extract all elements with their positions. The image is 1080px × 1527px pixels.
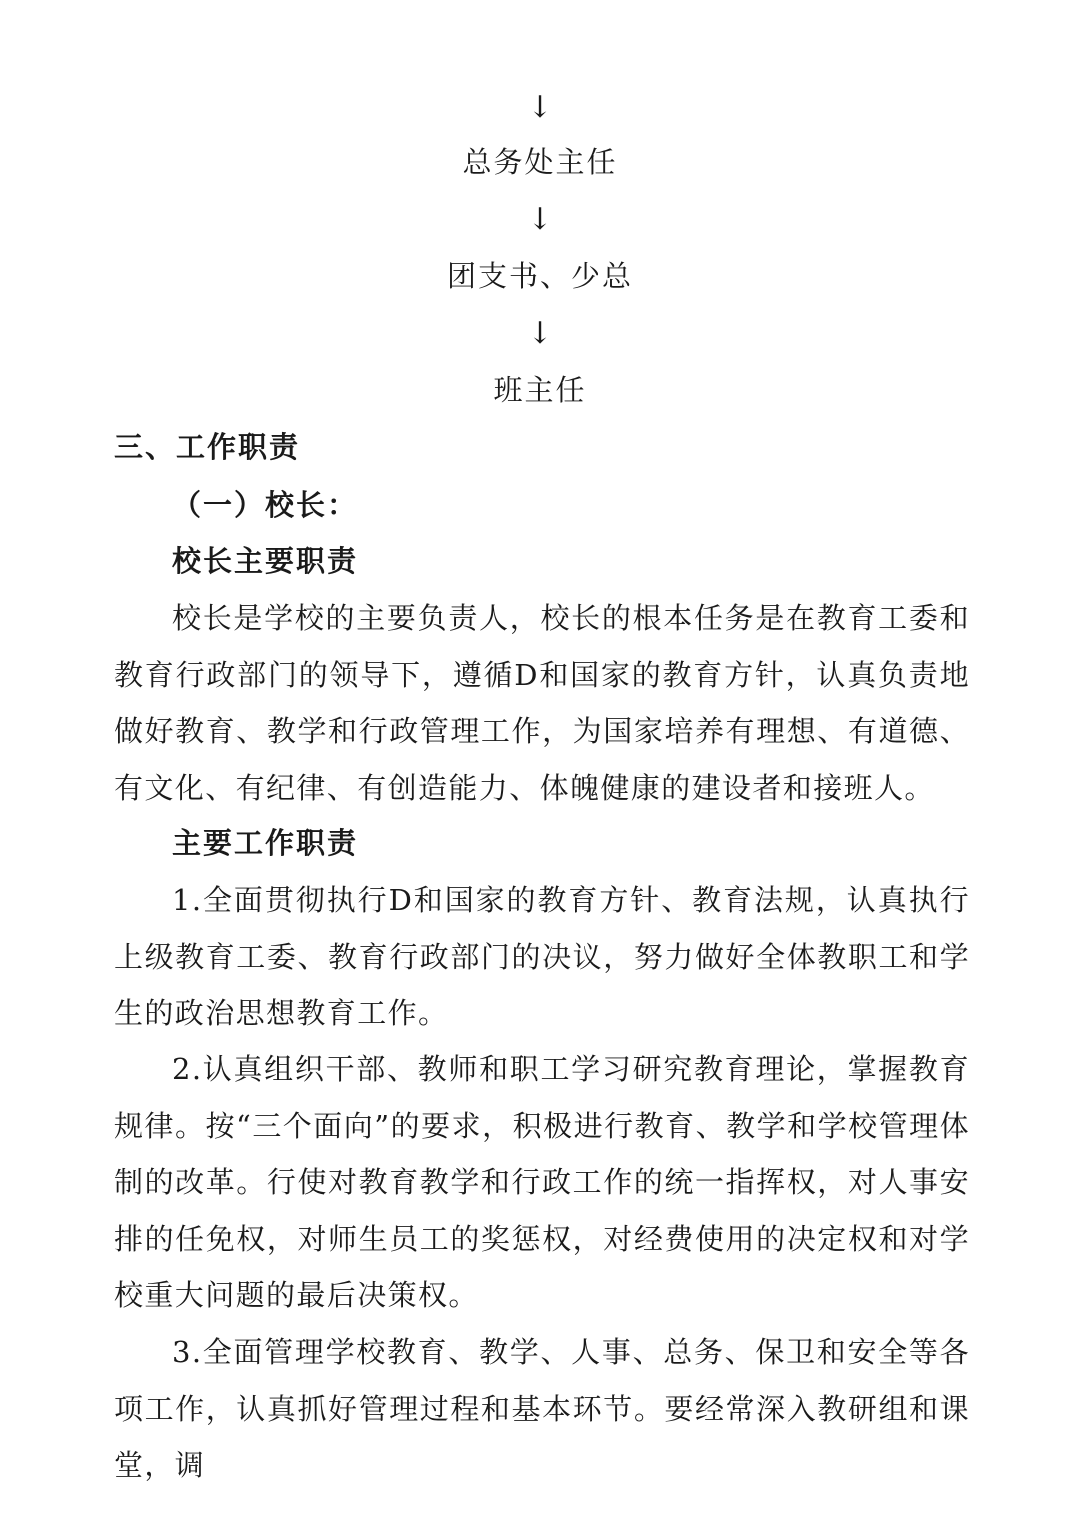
subsection-title: （一）校长： [172,488,359,522]
principal-duties-heading: 校长主要职责 [172,544,359,578]
duty-item-2: 2.认真组织干部、教师和职工学习研究教育理论，掌握教育规律。按“三个面向”的要求，积极进行教育、教学和学校管理体制的改革。行使对教育教学和行政工作的统一指挥权，对人事安排的任免权，对师生员工的奖惩权，对经费使用的决定权和对学校重大问题的最后决策权。 [114,1052,970,1312]
chart-node-league-secretary: 团支书、少总 [446,259,633,293]
down-arrow-icon: ↓ [527,202,553,237]
chart-node-general-affairs-director: 总务处主任 [462,145,618,179]
chart-node-class-teacher: 班主任 [493,373,587,407]
principal-duties-paragraph: 校长是学校的主要负责人，校长的根本任务是在教育工委和教育行政部门的领导下，遵循D和国家的教育方针，认真负责地做好教育、教学和行政管理工作，为国家培养有理想、有道德、有文化、有纪律、有创造能力、体魄健康的建设者和接班人。 [114,601,970,805]
main-duties-heading: 主要工作职责 [172,826,359,860]
duty-item-1: 1.全面贯彻执行D和国家的教育方针、教育法规，认真执行上级教育工委、教育行政部门的决议，努力做好全体教职工和学生的政治思想教育工作。 [114,883,970,1030]
down-arrow-icon: ↓ [527,90,553,125]
duty-item-3: 3.全面管理学校教育、教学、人事、总务、保卫和安全等各项工作，认真抓好管理过程和基本环节。要经常深入教研组和课堂，调 [114,1335,970,1482]
down-arrow-icon: ↓ [527,316,553,351]
section-title: 三、工作职责 [114,430,301,464]
